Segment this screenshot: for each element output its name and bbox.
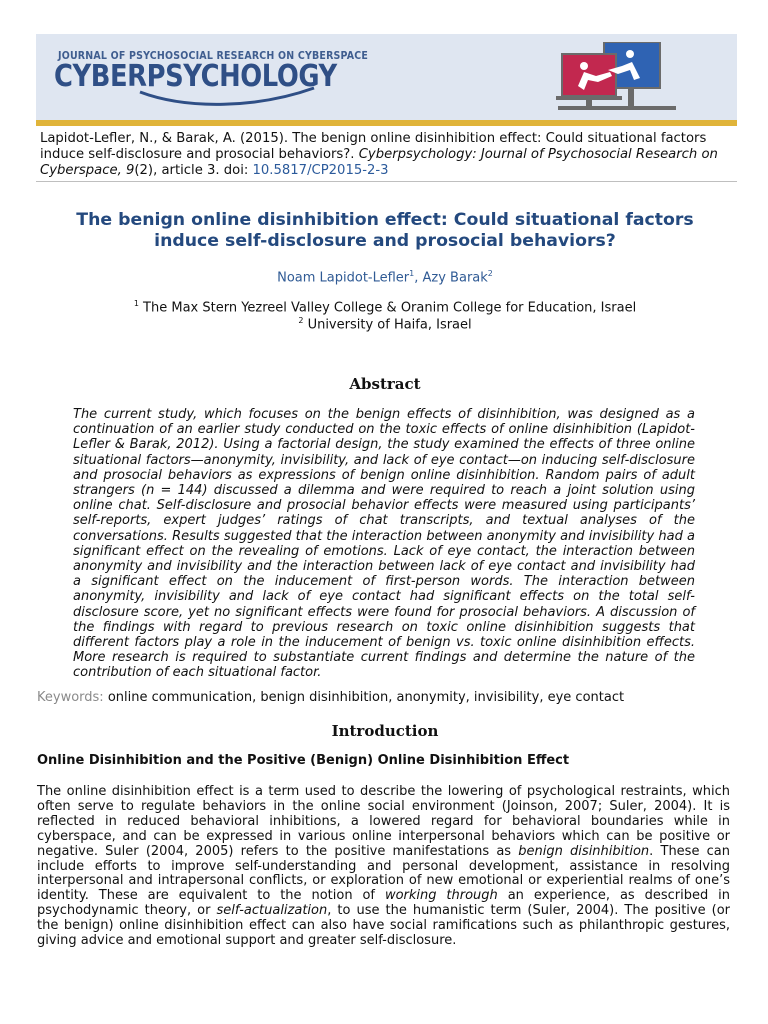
affiliation-1: $^1$ The Max Stern Yezreel Valley College & Oranim College for Education, Israel bbox=[133, 299, 637, 316]
citation-journal: Cyberpsychology: Journal of Psychosocial Research on Cyberspace, 9 bbox=[40, 147, 718, 178]
citation bbox=[40, 131, 730, 179]
monitors-logo-icon bbox=[548, 42, 678, 112]
journal-subtitle: JOURNAL OF PSYCHOSOCIAL RESEARCH ON CYBERSPACE bbox=[58, 50, 369, 62]
abstract-text: The current study, which focuses on the benign effects of disinhibition, was designed as a continuation of an earlier study conducted on the toxic effects of online disinhibition (Lapidot-Lefler & Barak, 2012). Using a factorial design, the study examined the effects of three online situational factors—anonymity, invisibility, and lack of eye contact—on inducing self-disclosure and prosocial behaviors as expressions of benign online disinhibition. Random pairs of adult strangers (n = 144) discussed a dilemma and were required to reach a joint solution using online chat. Self-disclosure and prosocial behavior effects were measured using participants’ self-reports, expert judges’ ratings of chat transcripts, and textual analyses of the conversations. Results suggested that the interaction between anonymity and invisibility had a significant effect on the revealing of emotions. Lack of eye contact, the interaction between anonymity and invisibility and the interaction between lack of eye contact and invisibility had a significant effect on the inducement of first-person words. The interaction between anonymity, invisibility and lack of eye contact had significant effects on the total self-disclosure score, yet no significant effects were found for prosocial behaviors. A discussion of the findings with regard to previous research on toxic online disinhibition suggests that different factors play a role in the inducement of benign vs. toxic online disinhibition effects. More research is required to substantiate current findings and determine the nature of the contribution of each situational factor. bbox=[73, 407, 695, 681]
keywords bbox=[37, 690, 737, 705]
affiliation-2: $^2$ University of Haifa, Israel bbox=[298, 316, 472, 333]
author-1: Noam Lapidot-Lefler bbox=[277, 270, 410, 286]
article-title: The benign online disinhibition effect: Could situational factors induce self-disclosure and prosocial behaviors? bbox=[76, 210, 694, 251]
keywords-value: online communication, benign disinhibition, anonymity, invisibility, eye contact bbox=[103, 690, 625, 705]
journal-swoosh-icon bbox=[138, 86, 318, 108]
doi-link[interactable]: 10.5817/CP2015-2-3 bbox=[252, 163, 389, 178]
author-2: Azy Barak bbox=[422, 270, 488, 286]
abstract-heading: Abstract bbox=[349, 375, 421, 393]
citation-issue: (2), article 3. doi: bbox=[134, 163, 253, 178]
section-subheading: Online Disinhibition and the Positive (Benign) Online Disinhibition Effect bbox=[37, 753, 570, 768]
journal-name-part1: CYBER bbox=[54, 59, 147, 94]
keywords-label: Keywords: bbox=[37, 690, 104, 705]
journal-name-part2: PSYCHOLOGY bbox=[146, 59, 337, 94]
banner-divider bbox=[36, 120, 737, 126]
introduction-paragraph: The online disinhibition effect is a term used to describe the lowering of psychological restraints, which often serve to regulate behaviors in the online social environment (Joinson, 2007; Suler, 2004). It is reflected in reduced behavioral inhibitions, a lowered regard for behavioral boundaries while in cyberspace, and can be expressed in various online interpersonal behaviors which can be positive or negative. Suler (2004, 2005) refers to the positive manifestations as benign disinhibition. These can include efforts to improve self-understanding and personal development, assistance in resolving interpersonal and intrapersonal conflicts, or exploration of new emotional or experiential realms of one’s identity. These are equivalent to the notion of working through an experience, as described in psychodynamic theory, or self-actualization, to use the humanistic term (Suler, 2004). The positive (or the benign) online disinhibition effect can also have social ramifications such as philanthropic gestures, giving advice and emotional support and greater self-disclosure. bbox=[37, 784, 731, 949]
authors: Noam Lapidot-Lefler$^1$, Azy Barak$^2$ bbox=[277, 269, 493, 286]
introduction-heading: Introduction bbox=[331, 722, 439, 740]
citation-divider bbox=[36, 181, 737, 182]
citation-text: Lapidot-Lefler, N., & Barak, A. (2015). The benign online disinhibition effect: Could situational factors induce self-disclosure and prosocial behaviors?. bbox=[40, 131, 707, 162]
